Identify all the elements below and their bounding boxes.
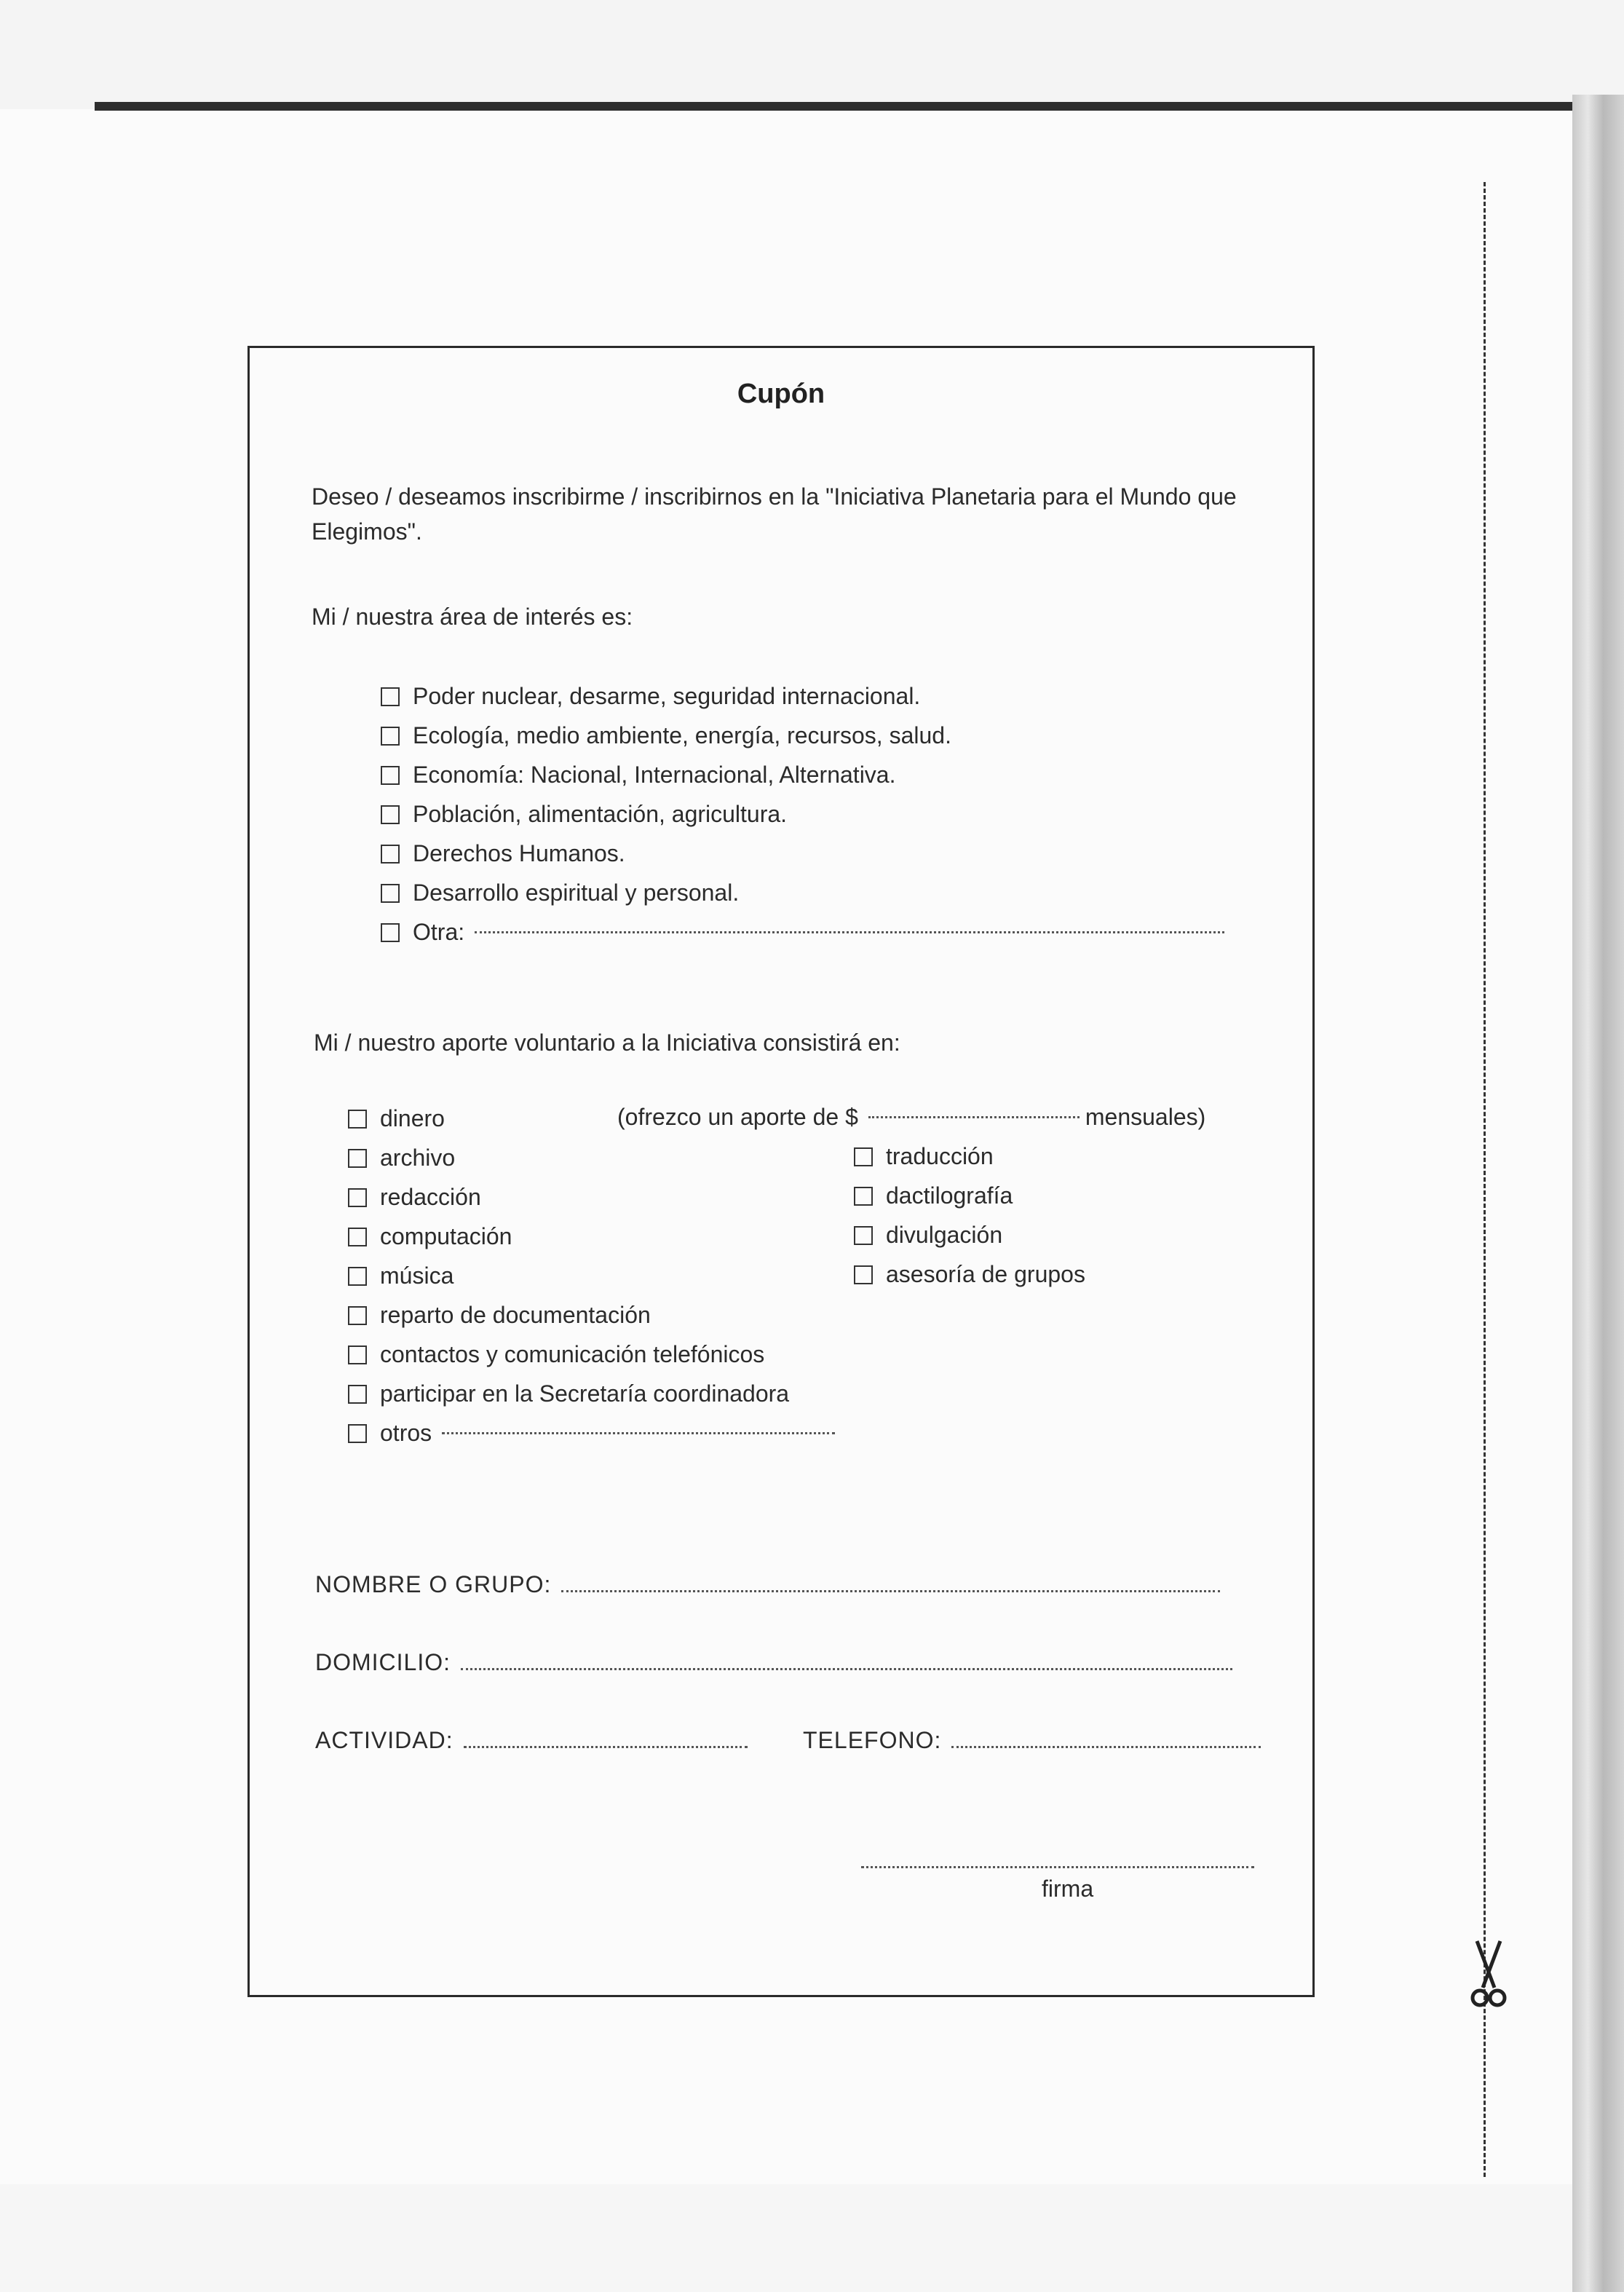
phone-field: TELEFONO: [803, 1727, 1261, 1754]
other-interest-line[interactable] [475, 931, 1224, 933]
contribution-option-other[interactable]: otros [348, 1420, 835, 1447]
contribution-option[interactable]: contactos y comunicación telefónicos [348, 1341, 764, 1368]
contribution-option[interactable]: computación [348, 1223, 512, 1250]
contribution-option[interactable]: dinero [348, 1105, 445, 1132]
top-rule [95, 102, 1572, 111]
checkbox[interactable] [381, 884, 400, 903]
interest-option[interactable]: Economía: Nacional, Internacional, Alternativa. [381, 762, 895, 789]
checkbox[interactable] [348, 1345, 367, 1364]
money-offer: (ofrezco un aporte de $ mensuales) [617, 1104, 1206, 1130]
checkbox[interactable] [381, 805, 400, 824]
checkbox[interactable] [348, 1267, 367, 1286]
checkbox[interactable] [381, 845, 400, 864]
checkbox[interactable] [854, 1265, 873, 1284]
page-bottom-margin [0, 2184, 1572, 2292]
checkbox[interactable] [348, 1188, 367, 1207]
cut-line [1484, 182, 1486, 2177]
interest-label: Mi / nuestra área de interés es: [312, 604, 633, 630]
checkbox[interactable] [348, 1228, 367, 1246]
checkbox[interactable] [348, 1149, 367, 1168]
checkbox[interactable] [854, 1147, 873, 1166]
signature-line[interactable] [861, 1866, 1254, 1868]
contribution-option[interactable]: participar en la Secretaría coordinadora [348, 1380, 789, 1407]
contribution-option[interactable]: traducción [854, 1143, 994, 1170]
name-input-line[interactable] [561, 1590, 1220, 1592]
contribution-option[interactable]: reparto de documentación [348, 1302, 651, 1329]
coupon-form [247, 346, 1315, 1997]
checkbox[interactable] [348, 1110, 367, 1129]
contribution-option[interactable]: asesoría de grupos [854, 1261, 1085, 1288]
activity-field: ACTIVIDAD: [315, 1727, 748, 1754]
checkbox[interactable] [381, 923, 400, 942]
contribution-option[interactable]: dactilografía [854, 1182, 1013, 1209]
page-top-margin [0, 0, 1624, 109]
checkbox[interactable] [854, 1226, 873, 1245]
other-contribution-line[interactable] [442, 1432, 835, 1434]
checkbox[interactable] [381, 687, 400, 706]
interest-option-other[interactable]: Otra: [381, 919, 1224, 946]
checkbox[interactable] [348, 1385, 367, 1404]
name-field: NOMBRE O GRUPO: [315, 1571, 1220, 1598]
money-amount-line[interactable] [868, 1116, 1080, 1118]
address-field: DOMICILIO: [315, 1649, 1232, 1676]
contribution-option[interactable]: música [348, 1262, 453, 1289]
checkbox[interactable] [348, 1306, 367, 1325]
signature-label: firma [1042, 1876, 1094, 1902]
address-input-line[interactable] [461, 1668, 1232, 1670]
intro-text: Deseo / deseamos inscribirme / inscribirnos en la "Iniciativa Planetaria para el Mundo que Elegimos". [312, 483, 1237, 545]
checkbox[interactable] [348, 1424, 367, 1443]
interest-option[interactable]: Población, alimentación, agricultura. [381, 801, 787, 828]
checkbox[interactable] [854, 1187, 873, 1206]
contribution-label: Mi / nuestro aporte voluntario a la Iniciativa consistirá en: [314, 1030, 900, 1056]
scissors-icon [1467, 1937, 1510, 2017]
interest-option[interactable]: Poder nuclear, desarme, seguridad internacional. [381, 683, 920, 710]
checkbox[interactable] [381, 766, 400, 785]
interest-option[interactable]: Desarrollo espiritual y personal. [381, 880, 739, 906]
interest-option[interactable]: Derechos Humanos. [381, 840, 625, 867]
phone-input-line[interactable] [951, 1746, 1261, 1748]
page-binding-edge [1572, 95, 1624, 2292]
checkbox[interactable] [381, 727, 400, 746]
contribution-option[interactable]: archivo [348, 1145, 455, 1171]
contribution-option[interactable]: divulgación [854, 1222, 1002, 1249]
coupon-title: Cupón [737, 379, 825, 409]
activity-input-line[interactable] [464, 1746, 748, 1748]
interest-option[interactable]: Ecología, medio ambiente, energía, recursos, salud. [381, 722, 951, 749]
contribution-option[interactable]: redacción [348, 1184, 481, 1211]
